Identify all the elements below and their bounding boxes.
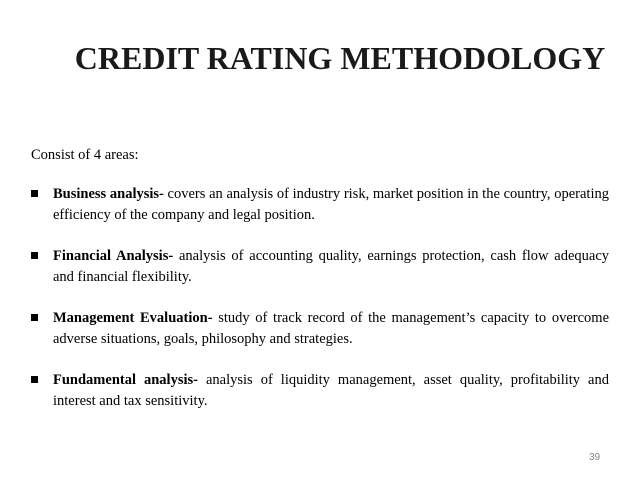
square-bullet-icon xyxy=(31,190,38,197)
page-number: 39 xyxy=(589,452,601,463)
item-text: covers an analysis of industry risk, market position in the country, operating efficiency of the company and legal position. xyxy=(53,186,609,223)
intro-text: Consist of 4 areas: xyxy=(31,147,139,163)
item-term: Management Evaluation- xyxy=(53,310,213,326)
item-term: Business analysis- xyxy=(53,186,164,202)
square-bullet-icon xyxy=(31,376,38,383)
list-item xyxy=(31,370,609,412)
bullet-list xyxy=(31,184,609,432)
list-item xyxy=(31,246,609,288)
item-text: analysis of accounting quality, earnings protection, cash flow adequacy and financial flexibility. xyxy=(53,248,610,285)
item-term: Fundamental analysis- xyxy=(53,372,198,388)
square-bullet-icon xyxy=(31,314,38,321)
item-text: study of track record of the management’s capacity to overcome adverse situations, goals, philosophy and strategies. xyxy=(53,310,610,347)
item-term: Financial Analysis- xyxy=(53,248,174,264)
list-item xyxy=(31,184,609,226)
slide-title: CREDIT RATING METHODOLOGY xyxy=(74,40,606,76)
list-item xyxy=(31,308,609,350)
square-bullet-icon xyxy=(31,252,38,259)
item-text: analysis of liquidity management, asset quality, profitability and interest and tax sensitivity. xyxy=(53,372,609,409)
